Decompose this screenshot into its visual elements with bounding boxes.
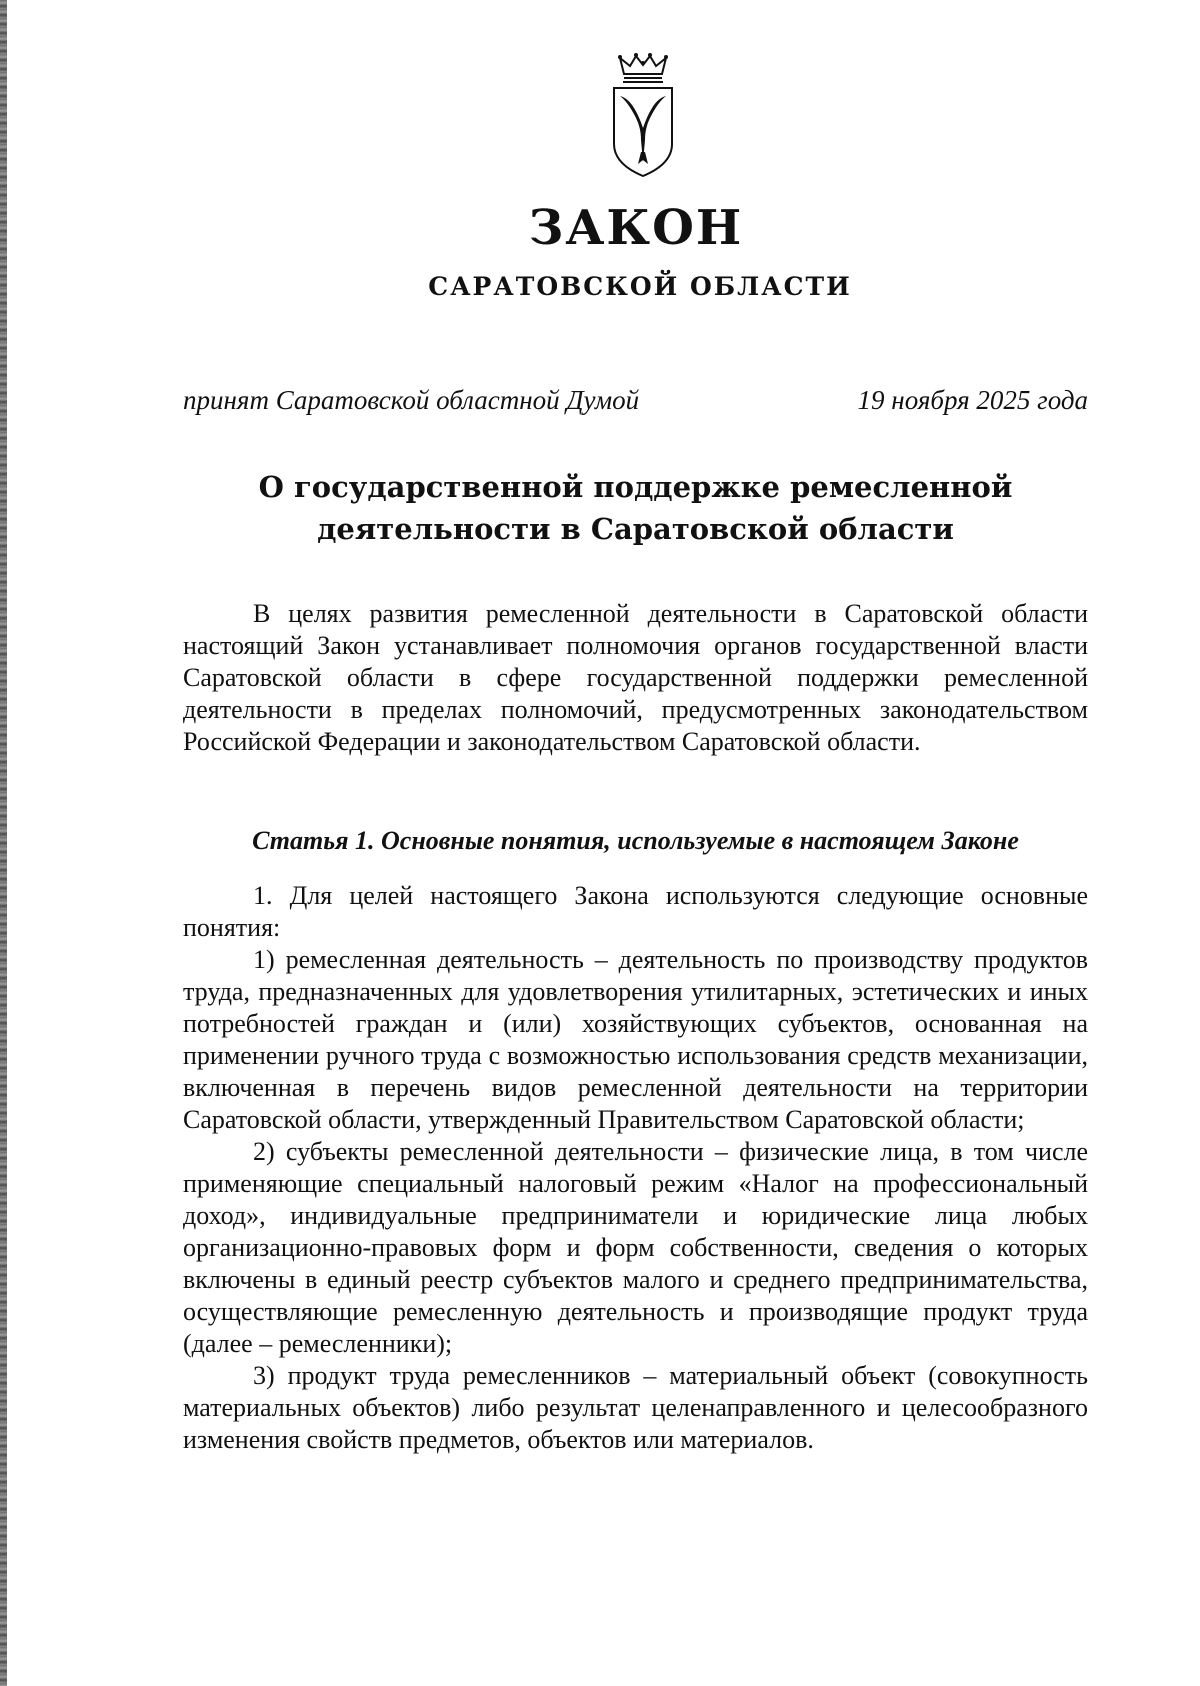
law-title-line: деятельности в Саратовской области: [317, 512, 954, 546]
saratov-coat-of-arms-icon: [608, 52, 678, 178]
document-title: ЗАКОН: [528, 200, 744, 256]
article-body: [183, 880, 1088, 1456]
document-subtitle: САРАТОВСКОЙ ОБЛАСТИ: [428, 272, 852, 301]
article-paragraph: 3) продукт труда ремесленников – материальный объект (совокупность материальных объектов) либо результат целенаправленного и целесообразного изменения свойств предметов, объектов или материалов.: [183, 1361, 1088, 1454]
article-paragraph: 2) субъекты ремесленной деятельности – физические лица, в том числе применяющие специальный налоговый режим «Налог на профессиональный доход», индивидуальные предприниматели и юридические лица любых организационно-правовых форм и форм собственности, сведения о которых включены в единый реестр субъектов малого и среднего предпринимательства, осуществляющие ремесленную деятельность и производящие продукт труда (далее – ремесленники);: [183, 1137, 1088, 1358]
adoption-body: принят Саратовской областной Думой: [183, 385, 640, 415]
law-title: [183, 466, 1088, 550]
preamble: [183, 598, 1088, 758]
article-paragraph: 1) ремесленная деятельность – деятельность по производству продуктов труда, предназначенных для удовлетворения утилитарных, эстетических и иных потребностей граждан и (или) хозяйствующих субъектов, основанная на применении ручного труда с возможностью использования средств механизации, включенная в перечень видов ремесленной деятельности на территории Саратовской области, утвержденный Правительством Саратовской области;: [183, 945, 1088, 1134]
preamble-paragraph: В целях развития ремесленной деятельности в Саратовской области настоящий Закон устанавливает полномочия органов государственной власти Саратовской области в сфере государственной поддержки ремесленной деятельности в пределах полномочий, предусмотренных законодательством Российской Федерации и законодательством Саратовской области.: [183, 599, 1088, 756]
law-title-line: О государственной поддержке ремесленной: [258, 470, 1013, 504]
article-heading: Статья 1. Основные понятия, используемые в настоящем Законе: [252, 826, 1019, 855]
adoption-date: 19 ноября 2025 года: [857, 385, 1088, 415]
article-paragraph: 1. Для целей настоящего Закона используются следующие основные понятия:: [183, 881, 1088, 942]
